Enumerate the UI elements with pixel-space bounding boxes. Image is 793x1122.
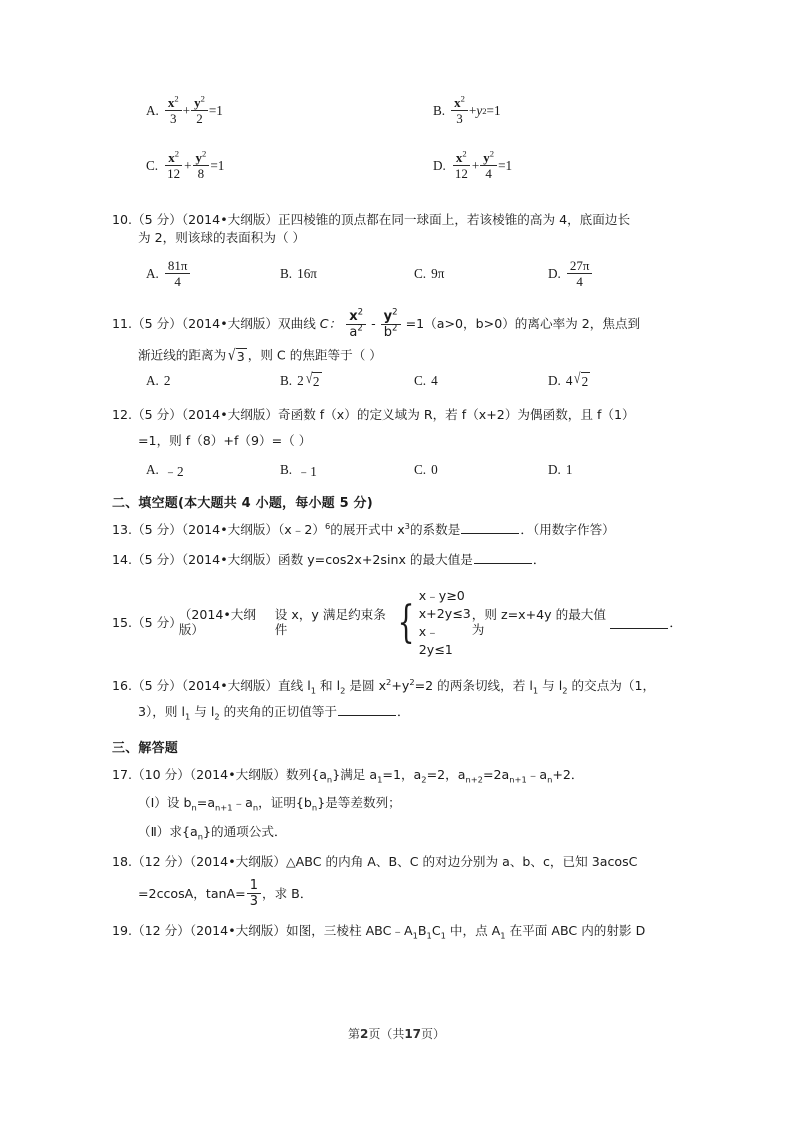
q13-mid: 的展开式中 x xyxy=(330,521,405,537)
fraction-x2-over-a2 xyxy=(346,310,366,339)
footer-mid: 页（共 xyxy=(368,1027,405,1041)
sqrt-2 xyxy=(573,372,590,390)
q12-line-2 xyxy=(112,432,682,450)
q10-line-1 xyxy=(112,211,682,229)
frac-num-exp: 2 xyxy=(202,148,207,159)
question-13 xyxy=(112,521,682,539)
plus-operator: + xyxy=(184,158,192,174)
q11-source: （2014•大纲版） xyxy=(181,316,278,332)
option-b-body: $\frac{x^2}{3}$ + y 2 =1 xyxy=(450,96,500,125)
q17-part1-a: （Ⅰ）设 b xyxy=(138,795,192,811)
q13-tail: ．（用数字作答） xyxy=(520,521,615,537)
q13-post: 的系数是 xyxy=(409,521,461,537)
q17-text-1d: =2，a xyxy=(426,767,466,783)
line2-subscript: 2 xyxy=(562,685,568,696)
curve-label: C： xyxy=(319,316,342,332)
sqrt-2 xyxy=(305,372,322,390)
constraint-row: x﹣2y≤1 xyxy=(418,623,453,657)
radical-sign-icon: √ xyxy=(305,371,313,388)
frac-den: 4 xyxy=(576,273,583,289)
q11-intro: 双曲线 xyxy=(278,316,320,332)
sqrt-3 xyxy=(227,345,247,364)
q13-number: 13. xyxy=(112,521,133,537)
option-d[interactable] xyxy=(395,148,682,181)
fraction-y2-over-2 xyxy=(191,93,208,126)
q16-text-1a: 直线 l xyxy=(278,677,311,693)
frac-den-exp: 2 xyxy=(392,323,398,334)
option-a[interactable] xyxy=(130,372,280,390)
subscript-n-plus-2: n+2 xyxy=(465,774,483,785)
q11-text-2b: ，则 C 的焦距等于（ ） xyxy=(247,347,382,363)
option-c[interactable] xyxy=(414,461,548,480)
q16-tail: ． xyxy=(397,703,410,719)
q13-exponent: 6 xyxy=(324,520,331,531)
q11-text-2a: 渐近线的距离为 xyxy=(138,347,227,363)
q15-score: （5 分） xyxy=(132,614,182,630)
q14-number: 14. xyxy=(112,551,133,567)
q12-line-1 xyxy=(112,406,682,424)
frac-num-exp: 2 xyxy=(392,308,398,319)
frac-den: 3 xyxy=(169,110,177,126)
option-c-label: C. xyxy=(414,266,427,282)
option-c[interactable] xyxy=(130,148,395,181)
footer-suffix: 页） xyxy=(421,1027,446,1041)
footer-total-pages: 17 xyxy=(404,1027,422,1041)
option-d-label: D. xyxy=(433,158,446,174)
q18-number: 18. xyxy=(112,853,133,869)
q17-score: （10 分） xyxy=(132,767,190,783)
q16-text-2a: 3），则 l xyxy=(138,703,185,719)
q11-score: （5 分） xyxy=(132,316,182,332)
q12-text-1: 奇函数 f（x）的定义域为 R，若 f（x+2）为偶函数，且 f（1） xyxy=(278,407,635,423)
q12-options xyxy=(112,461,682,480)
q17-text-1f: ﹣a xyxy=(526,767,548,783)
radical-sign-icon: √ xyxy=(228,345,236,364)
equals-one: =1 xyxy=(210,158,225,174)
q14-text: 函数 y=cos2x+2sinx 的最大值是 xyxy=(278,551,473,567)
option-d[interactable] xyxy=(548,461,682,480)
frac-den: 4 xyxy=(174,273,181,289)
question-12 xyxy=(112,406,682,480)
q13-pre: （x﹣2） xyxy=(278,521,325,537)
q17-part2-b: }的通项公式． xyxy=(202,823,287,839)
option-c-body xyxy=(163,148,225,181)
q17-number: 17. xyxy=(112,767,133,783)
fraction-x2-over-12 xyxy=(164,148,183,181)
q15-pre: 设 x，y 满足约束条件 xyxy=(274,607,386,637)
q19-text-a: 如图，三棱柱 ABC﹣A xyxy=(286,923,413,939)
question-17 xyxy=(112,766,682,841)
q18-text-2a: =2ccosA，tanA= xyxy=(138,885,246,901)
option-d-label: D. xyxy=(548,462,561,478)
option-d[interactable] xyxy=(548,259,682,288)
q15-number: 15. xyxy=(112,614,133,630)
option-c-value: 4 xyxy=(431,373,438,389)
equals-one: =1 xyxy=(208,103,223,119)
radicand: 3 xyxy=(236,348,245,364)
frac-num-var: y xyxy=(383,309,393,325)
q17-part2-a: （Ⅱ）求{a xyxy=(138,823,198,839)
question-16 xyxy=(112,677,682,722)
q17-part1-e: }是等差数列； xyxy=(317,795,401,811)
option-a-body xyxy=(164,93,223,126)
subscript-n: n xyxy=(326,774,333,785)
question-19 xyxy=(112,922,682,940)
q13-mid-exponent: 3 xyxy=(404,520,410,531)
q15-tail: ． xyxy=(669,614,682,630)
line1-subscript: 1 xyxy=(310,685,316,696)
fraction-x2-over-3 xyxy=(165,93,182,126)
option-d-value: 1 xyxy=(565,462,573,478)
x-exponent: 2 xyxy=(386,676,392,687)
q16-text-1f: 与 l xyxy=(538,677,563,693)
option-d[interactable] xyxy=(548,372,682,390)
frac-num: 81π xyxy=(165,259,191,274)
q19-text-c: C xyxy=(431,923,441,939)
q16-text-1b: 和 l xyxy=(315,677,341,693)
subscript-1: 1 xyxy=(426,930,432,941)
q14-score: （5 分） xyxy=(132,551,182,567)
frac-num-exp: 2 xyxy=(200,93,205,104)
frac-den-var: b xyxy=(383,324,393,340)
q15-post: ，则 z=x+4y 的最大值为 xyxy=(471,607,606,637)
fraction-y2-over-b2 xyxy=(381,310,401,339)
q14-tail: ． xyxy=(532,551,546,567)
q17-text-1c: =1，a xyxy=(382,767,422,783)
option-a-label: A. xyxy=(146,373,159,389)
frac-num-exp: 2 xyxy=(462,148,467,159)
question-14 xyxy=(112,551,682,569)
q10-source: （2014•大纲版） xyxy=(181,211,278,227)
frac-num-exp: 2 xyxy=(489,148,495,159)
question-11 xyxy=(112,310,682,390)
q17-text-1g: +2． xyxy=(552,767,584,783)
line2-subscript: 2 xyxy=(214,711,220,722)
question-18 xyxy=(112,853,682,909)
subscript-n-plus-1: n+1 xyxy=(215,802,233,813)
option-b[interactable] xyxy=(280,372,414,390)
q16-text-1e: =2 的两条切线，若 l xyxy=(414,677,533,693)
line1-subscript: 1 xyxy=(532,685,539,696)
q16-score: （5 分） xyxy=(132,677,182,693)
q18-text-2b: ，求 B． xyxy=(261,885,313,901)
q17-part1-c: ﹣a xyxy=(232,795,253,811)
q11-after-fraction: =1（a>0，b>0）的离心率为 2，焦点到 xyxy=(405,316,641,332)
fraction-y2-over-4 xyxy=(480,148,497,181)
q11-line-1 xyxy=(112,310,682,339)
fraction-81pi-over-4 xyxy=(165,259,191,288)
frac-num-var: y xyxy=(194,95,201,110)
answer-blank[interactable] xyxy=(474,551,532,564)
q16-text-2b: 与 l xyxy=(190,703,215,719)
radicand: 2 xyxy=(581,374,589,390)
q15-source: （2014•大纲版） xyxy=(178,607,256,637)
option-b-coef: 2 xyxy=(297,373,304,389)
q9-options-row-1 xyxy=(112,93,682,126)
frac-den: 12 xyxy=(454,165,468,181)
q10-text-2: 为 2，则该球的表面积为（ ） xyxy=(138,229,306,245)
q19-number: 19. xyxy=(112,923,133,939)
q16-text-1c: 是圆 x xyxy=(345,677,387,693)
frac-num-var: y xyxy=(483,150,490,166)
option-c-label: C. xyxy=(146,158,159,174)
option-b[interactable] xyxy=(280,461,414,480)
q10-options xyxy=(112,259,682,288)
option-a-label: A. xyxy=(146,462,159,478)
option-d-label: D. xyxy=(548,266,561,282)
footer-page-number: 2 xyxy=(359,1027,369,1041)
frac-num-exp: 2 xyxy=(174,148,179,159)
subscript-1: 1 xyxy=(440,930,446,941)
plus-operator: + xyxy=(471,158,480,174)
q13-source: （2014•大纲版） xyxy=(181,521,278,537)
q19-text-e: 在平面 ABC 内的射影 D xyxy=(505,923,646,939)
answer-blank[interactable] xyxy=(610,616,668,629)
line1-subscript: 1 xyxy=(185,711,191,722)
q16-text-1d: +y xyxy=(391,677,410,693)
q18-score: （12 分） xyxy=(132,853,190,869)
q16-line-1 xyxy=(112,677,682,695)
q16-text-2c: 的夹角的正切值等于 xyxy=(219,703,338,719)
option-a-value: ﹣2 xyxy=(163,463,184,479)
q17-text-1e: =2a xyxy=(482,767,510,783)
frac-den: 2 xyxy=(196,110,203,126)
frac-den: 8 xyxy=(197,165,205,181)
frac-num-var: y xyxy=(195,150,203,166)
q18-line-1 xyxy=(112,853,682,871)
page-content xyxy=(112,93,682,941)
q11-number: 11. xyxy=(112,316,133,332)
option-d-label: D. xyxy=(548,373,561,389)
frac-num-var: x xyxy=(167,95,175,110)
q10-line-2 xyxy=(112,229,682,247)
subscript-n: n xyxy=(252,802,259,813)
q14-source: （2014•大纲版） xyxy=(181,551,278,567)
subscript-n-plus-1: n+1 xyxy=(509,774,527,785)
q16-text-1g: 的交点为（1， xyxy=(567,677,656,693)
q17-part-1 xyxy=(112,794,682,812)
option-c-value: 0 xyxy=(431,462,438,478)
q17-part1-d: ，证明{b xyxy=(258,795,312,811)
equals-one: =1 xyxy=(498,158,513,174)
frac-num-exp: 2 xyxy=(460,93,465,104)
subscript-n: n xyxy=(197,831,203,842)
footer-prefix: 第 xyxy=(347,1027,360,1041)
subscript-1: 1 xyxy=(412,930,418,941)
q17-text-1a: 数列{a xyxy=(286,767,327,783)
frac-num-var: x xyxy=(455,150,463,166)
option-c-value: 9π xyxy=(431,266,445,282)
frac-num: 27π xyxy=(567,259,593,274)
option-b-label: B. xyxy=(280,373,293,389)
option-a-label: A. xyxy=(146,266,159,282)
option-a-label: A. xyxy=(146,103,159,119)
section-heading-answer-questions: 三、解答题 xyxy=(112,741,179,757)
q18-source: （2014•大纲版） xyxy=(189,853,286,869)
q16-line-2 xyxy=(112,703,682,721)
q17-part1-b: =a xyxy=(196,795,216,811)
q12-score: （5 分） xyxy=(132,407,182,423)
subscript-1: 1 xyxy=(377,774,383,785)
subscript-n: n xyxy=(311,802,318,813)
q19-text-b: B xyxy=(417,923,427,939)
frac-num-var: x xyxy=(168,150,175,166)
radicand: 2 xyxy=(312,374,320,390)
fraction-27pi-over-4 xyxy=(567,259,593,288)
constraint-row: x+2y≤3 xyxy=(418,605,471,621)
fraction-x2-over-12 xyxy=(452,148,471,181)
line2-subscript: 2 xyxy=(340,685,346,696)
option-a[interactable] xyxy=(130,259,280,288)
frac-num-var: x xyxy=(349,309,358,325)
frac-num-exp: 2 xyxy=(357,308,364,319)
fraction-y2-over-8 xyxy=(193,148,210,181)
q12-number: 12. xyxy=(112,407,133,423)
left-brace-icon: { xyxy=(397,596,415,648)
q12-text-2: =1，则 f（8）+f（9）=（ ） xyxy=(138,433,312,449)
q11-options xyxy=(112,372,682,390)
minus-operator: - xyxy=(371,316,376,332)
q13-score: （5 分） xyxy=(132,521,182,537)
q9-options-row-2 xyxy=(112,148,682,181)
fraction-one-third xyxy=(247,879,261,908)
q19-source: （2014•大纲版） xyxy=(189,923,286,939)
option-b-value: 16π xyxy=(297,266,317,282)
q10-text-1: 正四棱锥的顶点都在同一球面上，若该棱锥的高为 4，底面边长 xyxy=(278,211,631,227)
option-b[interactable] xyxy=(280,259,414,288)
q17-line-1 xyxy=(112,766,682,784)
frac-den-var: a xyxy=(349,324,358,340)
option-b-label: B. xyxy=(280,266,293,282)
equals-one: =1 xyxy=(486,103,501,119)
q12-source: （2014•大纲版） xyxy=(181,407,278,423)
frac-den: 3 xyxy=(249,893,258,909)
option-a[interactable] xyxy=(130,461,280,480)
fraction-x2-over-3 xyxy=(451,93,468,126)
subscript-n: n xyxy=(191,802,197,813)
q16-source: （2014•大纲版） xyxy=(181,677,278,693)
answer-blank[interactable] xyxy=(461,521,519,534)
option-d-coef: 4 xyxy=(565,373,573,389)
q17-text-1b: }满足 a xyxy=(332,767,378,783)
constraint-row: x﹣y≥0 xyxy=(418,588,465,604)
q17-part-2 xyxy=(112,823,682,841)
constraint-system xyxy=(392,587,471,659)
subscript-2: 2 xyxy=(421,774,427,785)
q11-line-2 xyxy=(112,345,682,364)
question-10 xyxy=(112,211,682,289)
answer-blank[interactable] xyxy=(338,703,396,716)
frac-den: 12 xyxy=(167,165,181,181)
q16-number: 16. xyxy=(112,677,133,693)
option-b-label: B. xyxy=(280,462,293,478)
q10-number: 10. xyxy=(112,211,133,227)
plus-operator: + xyxy=(182,103,191,119)
section-heading-fill-in-blanks: 二、填空题(本大题共 4 小题，每小题 5 分) xyxy=(112,495,373,511)
frac-num: 1 xyxy=(247,879,261,894)
y-exponent: 2 xyxy=(409,676,415,687)
q19-score: （12 分） xyxy=(132,923,190,939)
subscript-1: 1 xyxy=(500,930,506,941)
option-c-label: C. xyxy=(414,462,427,478)
option-d-body xyxy=(451,148,513,181)
frac-num-var: x xyxy=(454,95,461,110)
question-15 xyxy=(112,587,682,659)
option-b[interactable] xyxy=(395,93,682,126)
q18-line-2 xyxy=(112,879,682,908)
plus-operator: + xyxy=(468,103,477,119)
frac-num-exp: 2 xyxy=(174,93,179,104)
subscript-n: n xyxy=(547,774,553,785)
page-footer xyxy=(0,1025,793,1042)
option-c[interactable] xyxy=(414,372,548,390)
radical-sign-icon: √ xyxy=(574,371,581,388)
q17-source: （2014•大纲版） xyxy=(189,767,286,783)
option-b-value: ﹣1 xyxy=(297,463,317,479)
variable-y: y xyxy=(476,103,483,119)
q18-text-1: △ABC 的内角 A、B、C 的对边分别为 a、b、c，已知 3acosC xyxy=(286,853,638,869)
option-c[interactable] xyxy=(414,259,548,288)
frac-den: 3 xyxy=(456,110,463,126)
q10-score: （5 分） xyxy=(132,211,182,227)
option-c-label: C. xyxy=(414,373,427,389)
frac-den-exp: 2 xyxy=(357,323,363,334)
option-a-value: 2 xyxy=(163,373,171,389)
option-b-label: B. xyxy=(433,103,446,119)
frac-den: 4 xyxy=(485,165,492,181)
option-a[interactable] xyxy=(130,93,395,126)
q19-text-d: 中，点 A xyxy=(445,923,501,939)
